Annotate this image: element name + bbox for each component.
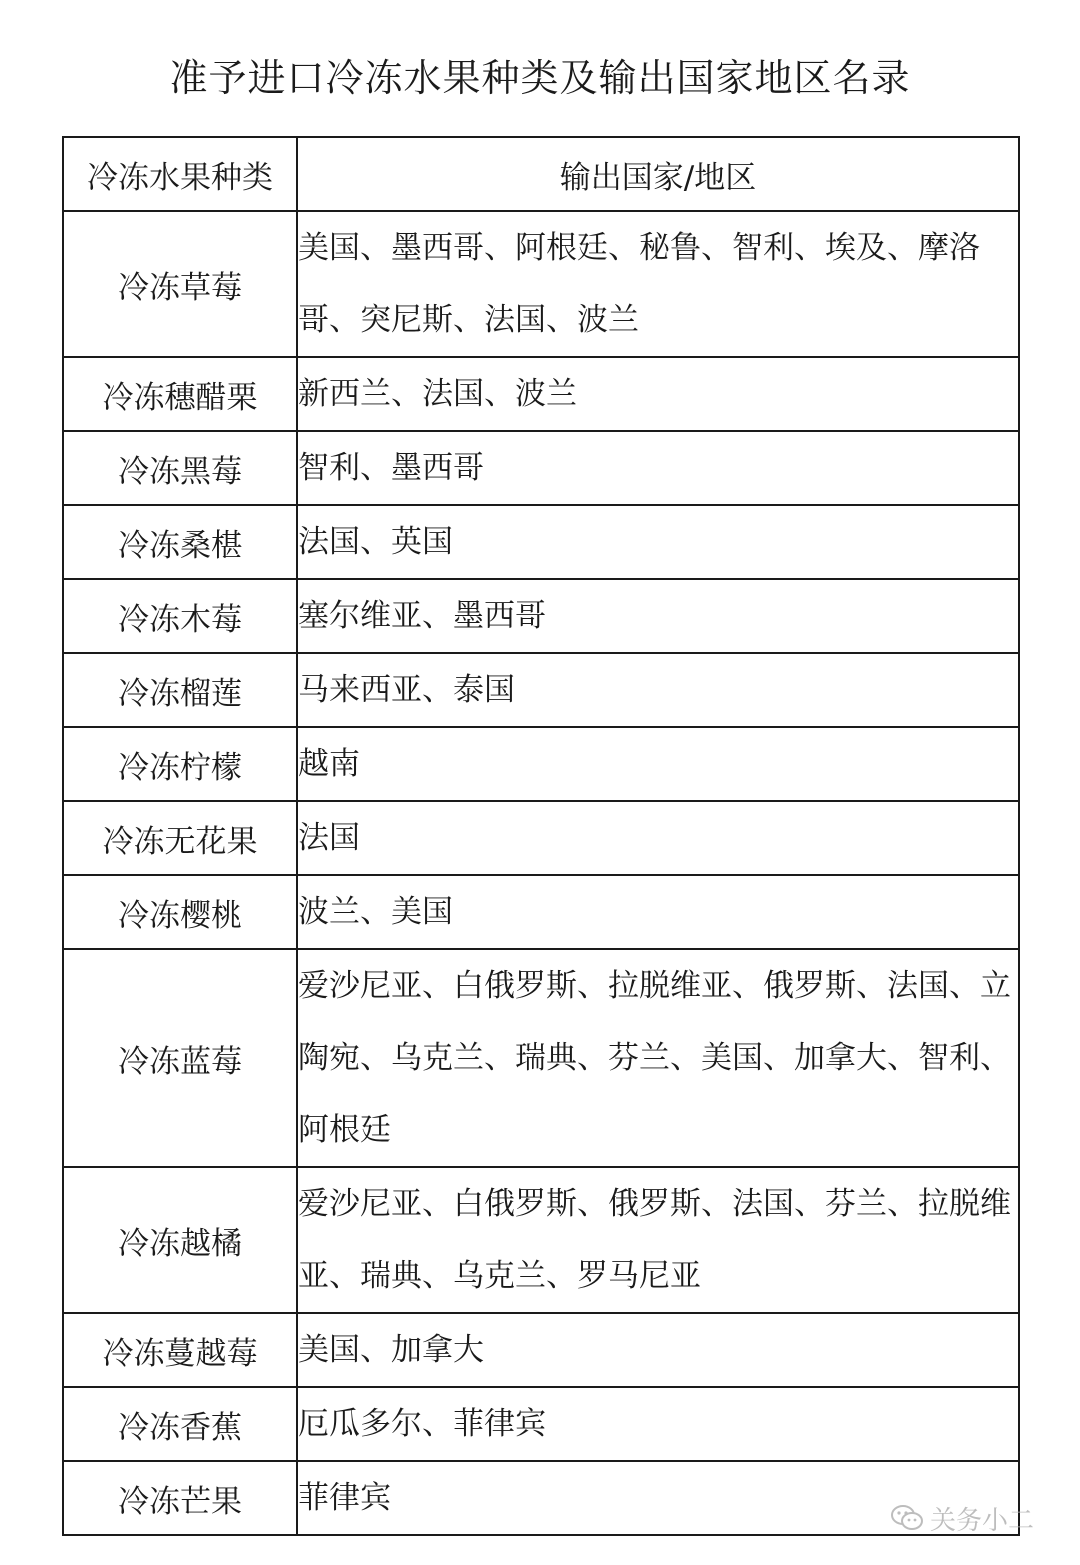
countries-cell: 智利、墨西哥 <box>297 431 1019 505</box>
document-title: 准予进口冷冻水果种类及输出国家地区名录 <box>169 56 911 100</box>
watermark <box>890 1498 1060 1538</box>
table-row <box>63 875 1019 949</box>
fruit-cell: 冷冻草莓 <box>63 211 297 357</box>
countries-cell: 厄瓜多尔、菲律宾 <box>297 1387 1019 1461</box>
table-row <box>63 1387 1019 1461</box>
countries-cell: 爱沙尼亚、白俄罗斯、俄罗斯、法国、芬兰、拉脱维亚、瑞典、乌克兰、罗马尼亚 <box>297 1167 1019 1313</box>
fruit-cell: 冷冻桑椹 <box>63 505 297 579</box>
fruit-cell: 冷冻樱桃 <box>63 875 297 949</box>
countries-cell: 波兰、美国 <box>297 875 1019 949</box>
fruit-cell: 冷冻木莓 <box>63 579 297 653</box>
fruit-cell: 冷冻越橘 <box>63 1167 297 1313</box>
fruit-cell: 冷冻穗醋栗 <box>63 357 297 431</box>
table-row <box>63 801 1019 875</box>
table-header-row <box>63 137 1019 211</box>
wechat-icon <box>890 1503 924 1533</box>
fruit-cell: 冷冻芒果 <box>63 1461 297 1535</box>
table-row <box>63 211 1019 357</box>
table-row <box>63 1461 1019 1535</box>
countries-cell: 美国、加拿大 <box>297 1313 1019 1387</box>
countries-cell: 塞尔维亚、墨西哥 <box>297 579 1019 653</box>
countries-cell: 法国、英国 <box>297 505 1019 579</box>
countries-cell: 马来西亚、泰国 <box>297 653 1019 727</box>
fruit-cell: 冷冻无花果 <box>63 801 297 875</box>
table-row <box>63 505 1019 579</box>
table-row <box>63 1167 1019 1313</box>
header-fruit-type: 冷冻水果种类 <box>63 137 297 211</box>
countries-cell: 越南 <box>297 727 1019 801</box>
countries-cell: 法国 <box>297 801 1019 875</box>
table-row <box>63 431 1019 505</box>
fruit-cell: 冷冻蔓越莓 <box>63 1313 297 1387</box>
fruit-country-table <box>62 136 1020 1536</box>
fruit-cell: 冷冻蓝莓 <box>63 949 297 1167</box>
table-row <box>63 357 1019 431</box>
table-row <box>63 1313 1019 1387</box>
countries-cell: 新西兰、法国、波兰 <box>297 357 1019 431</box>
watermark-text: 关务小二 <box>930 1505 1035 1536</box>
table-row <box>63 579 1019 653</box>
table-row <box>63 949 1019 1167</box>
countries-cell: 美国、墨西哥、阿根廷、秘鲁、智利、埃及、摩洛哥、突尼斯、法国、波兰 <box>297 211 1019 357</box>
fruit-cell: 冷冻香蕉 <box>63 1387 297 1461</box>
header-countries: 输出国家/地区 <box>297 137 1019 211</box>
fruit-cell: 冷冻黑莓 <box>63 431 297 505</box>
table-row <box>63 727 1019 801</box>
table-row <box>63 653 1019 727</box>
countries-cell: 菲律宾 <box>297 1461 1019 1535</box>
countries-cell: 爱沙尼亚、白俄罗斯、拉脱维亚、俄罗斯、法国、立陶宛、乌克兰、瑞典、芬兰、美国、加拿大、智利、阿根廷 <box>297 949 1019 1167</box>
fruit-cell: 冷冻柠檬 <box>63 727 297 801</box>
fruit-cell: 冷冻榴莲 <box>63 653 297 727</box>
